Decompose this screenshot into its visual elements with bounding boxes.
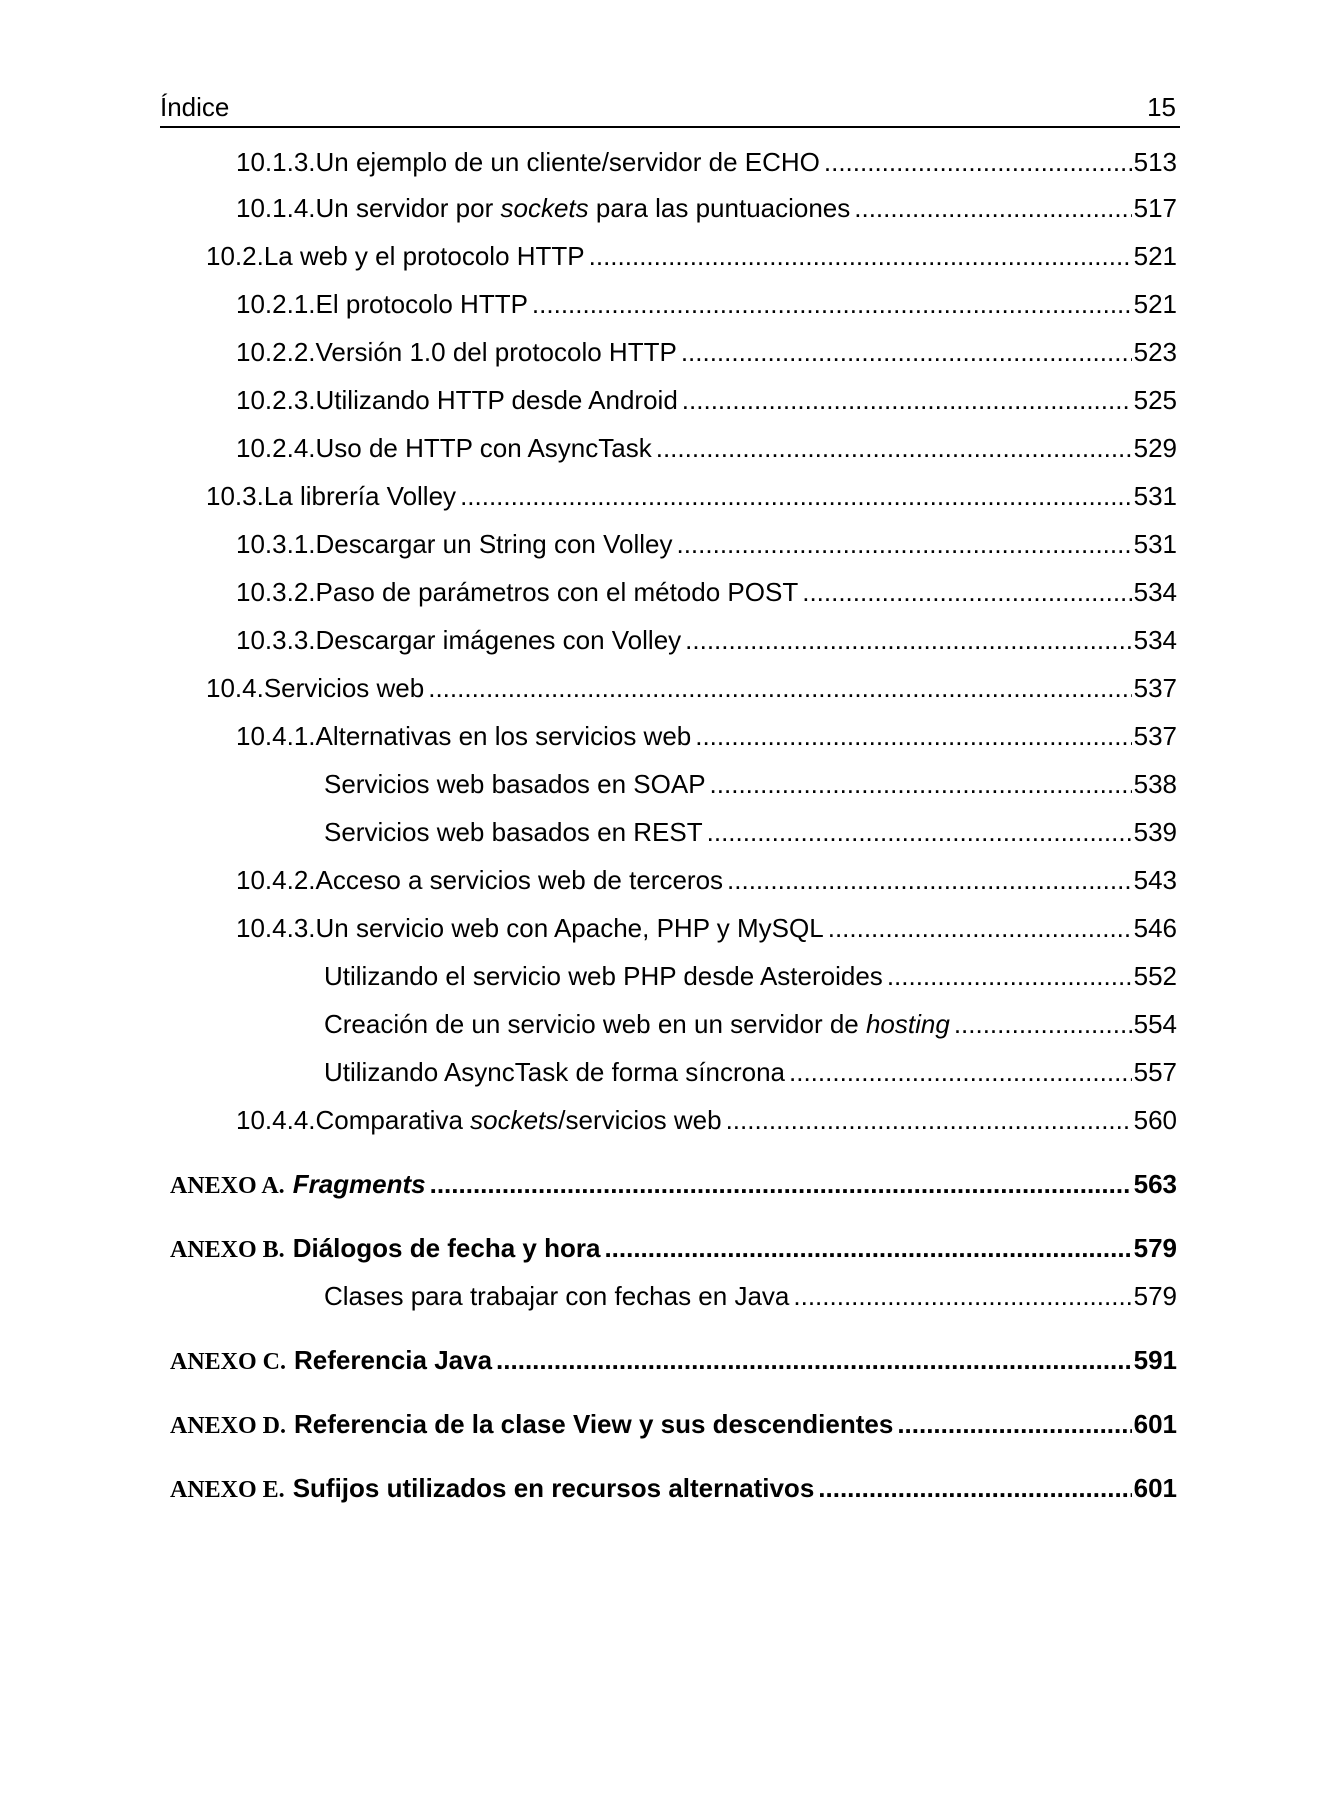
toc-entry-page: 529 (1133, 433, 1177, 463)
toc-entry[interactable] (236, 528, 1177, 560)
toc-entry-number: 10.4.3. (236, 913, 316, 943)
toc-entry-number: 10.1.4. (236, 193, 316, 223)
dot-leader (707, 816, 1132, 848)
toc-entry[interactable] (236, 192, 1177, 224)
dot-leader (887, 960, 1132, 992)
dot-leader (727, 864, 1132, 896)
toc-entry-label: Clases para trabajar con fechas en Java (324, 1281, 790, 1311)
dot-leader (681, 336, 1132, 368)
toc-entry[interactable] (324, 768, 1177, 800)
toc-entry-page: 552 (1133, 961, 1177, 991)
toc-entry-page: 560 (1133, 1105, 1177, 1135)
annex-prefix: ANEXO D. (170, 1413, 287, 1439)
toc-entry-page: 538 (1133, 769, 1177, 799)
dot-leader (532, 288, 1132, 320)
dot-leader (656, 432, 1132, 464)
toc-entry-page: 531 (1133, 529, 1177, 559)
dot-leader (460, 480, 1132, 512)
toc-entry-number: 10.2.4. (236, 433, 316, 463)
toc-entry[interactable] (324, 1008, 1177, 1040)
toc-entry[interactable] (236, 624, 1177, 656)
dot-leader (793, 1280, 1131, 1312)
dot-leader (676, 528, 1131, 560)
toc-entry-label: Creación de un servicio web en un servidor de hosting (324, 1009, 950, 1039)
toc-entry-page: 539 (1133, 817, 1177, 847)
header-page-number: 15 (1147, 92, 1176, 122)
toc-entry-page: 543 (1133, 865, 1177, 895)
dot-leader (818, 1472, 1131, 1504)
toc-entry[interactable] (236, 146, 1177, 178)
dot-leader (589, 240, 1132, 272)
toc-entry[interactable] (236, 432, 1177, 464)
toc-entry-label: Acceso a servicios web de terceros (315, 865, 724, 895)
toc-entry-page: 554 (1133, 1009, 1177, 1039)
toc-entry[interactable] (206, 240, 1177, 272)
toc-entry-number: 10.2.1. (236, 289, 316, 319)
toc-entry-number: 10.2.3. (236, 385, 316, 415)
toc-entry-page: 591 (1133, 1345, 1177, 1375)
toc-entry[interactable] (236, 720, 1177, 752)
toc-entry-page: 531 (1133, 481, 1177, 511)
dot-leader (726, 1104, 1132, 1136)
toc-entry-label: Descargar imágenes con Volley (315, 625, 682, 655)
toc-entry-label: Un servidor por sockets para las puntuaciones (315, 193, 851, 223)
toc-entry-number: 10.4.1. (236, 721, 316, 751)
toc-entry-label: La librería Volley (263, 481, 457, 511)
toc-entry-number: 10.3. (206, 481, 264, 511)
toc-entry-page: 546 (1133, 913, 1177, 943)
toc-entry-label: Utilizando AsyncTask de forma síncrona (324, 1057, 785, 1087)
toc-entry[interactable] (324, 816, 1177, 848)
toc-entry-page: 537 (1133, 673, 1177, 703)
dot-leader (828, 912, 1132, 944)
toc-entry-number: 10.4. (206, 673, 264, 703)
dot-leader (854, 192, 1131, 224)
toc-entry-label: Diálogos de fecha y hora (292, 1233, 601, 1263)
toc-annex-e[interactable] (170, 1472, 1177, 1506)
dot-leader (897, 1408, 1131, 1440)
toc-entry-label: Servicios web basados en REST (324, 817, 703, 847)
toc-entry-page: 521 (1133, 289, 1177, 319)
dot-leader (789, 1056, 1132, 1088)
toc-entry-label: Versión 1.0 del protocolo HTTP (315, 337, 677, 367)
toc-entry-label: Un ejemplo de un cliente/servidor de ECHO (315, 147, 820, 177)
toc-entry-label: Comparativa sockets/servicios web (315, 1105, 722, 1135)
dot-leader (685, 624, 1131, 656)
toc-entry-number: 10.4.2. (236, 865, 316, 895)
toc-entry[interactable] (236, 912, 1177, 944)
toc-annex-b[interactable] (170, 1232, 1177, 1266)
toc-annex-a[interactable] (170, 1168, 1177, 1202)
toc-entry[interactable] (324, 1056, 1177, 1088)
toc-entry-page: 523 (1133, 337, 1177, 367)
toc-entry-number: 10.3.3. (236, 625, 316, 655)
toc-entry-label: Servicios web basados en SOAP (324, 769, 706, 799)
annex-prefix: ANEXO C. (170, 1349, 287, 1375)
toc-entry-page: 534 (1133, 577, 1177, 607)
toc-entry[interactable] (324, 1280, 1177, 1312)
toc-entry-page: 537 (1133, 721, 1177, 751)
toc-entry-label: Descargar un String con Volley (315, 529, 673, 559)
dot-leader (824, 146, 1132, 178)
dot-leader (496, 1344, 1132, 1376)
toc-entry[interactable] (236, 384, 1177, 416)
toc-entry-label: Paso de parámetros con el método POST (315, 577, 799, 607)
toc-entry[interactable] (236, 1104, 1177, 1136)
toc-entry[interactable] (206, 672, 1177, 704)
toc-entry[interactable] (236, 576, 1177, 608)
toc-entry-page: 601 (1133, 1473, 1177, 1503)
toc-entry-number: 10.2. (206, 241, 264, 271)
dot-leader (710, 768, 1132, 800)
toc-entry-page: 601 (1133, 1409, 1177, 1439)
toc-entry-page: 513 (1133, 147, 1177, 177)
dot-leader (430, 1168, 1132, 1200)
toc-entry-page: 563 (1133, 1169, 1177, 1199)
toc-entry[interactable] (236, 864, 1177, 896)
toc-entry-label: Referencia Java (294, 1345, 493, 1375)
toc-entry-label: Referencia de la clase View y sus descendientes (294, 1409, 894, 1439)
toc-entry[interactable] (236, 288, 1177, 320)
toc-entry[interactable] (324, 960, 1177, 992)
toc-entry-number: 10.3.2. (236, 577, 316, 607)
dot-leader (682, 384, 1132, 416)
toc-annex-c[interactable] (170, 1344, 1177, 1378)
toc-entry-label: Sufijos utilizados en recursos alternativos (292, 1473, 815, 1503)
header-title: Índice (160, 92, 230, 122)
dot-leader (802, 576, 1131, 608)
toc-entry[interactable] (206, 480, 1177, 512)
dot-leader (428, 672, 1131, 704)
toc-entry-number: 10.4.4. (236, 1105, 316, 1135)
toc-entry-label: Alternativas en los servicios web (315, 721, 692, 751)
toc-entry-label: Utilizando HTTP desde Android (315, 385, 678, 415)
toc-entry-page: 579 (1133, 1233, 1177, 1263)
dot-leader (604, 1232, 1131, 1264)
toc-entry-page: 521 (1133, 241, 1177, 271)
toc-entry-label: Fragments (292, 1169, 426, 1199)
dot-leader (695, 720, 1131, 752)
toc-entry-page: 525 (1133, 385, 1177, 415)
toc-entry-label: Utilizando el servicio web PHP desde Asteroides (324, 961, 883, 991)
toc-entry-label: Uso de HTTP con AsyncTask (315, 433, 652, 463)
toc-entry-page: 579 (1133, 1281, 1177, 1311)
annex-prefix: ANEXO E. (170, 1477, 285, 1503)
toc-entry-number: 10.3.1. (236, 529, 316, 559)
toc-annex-d[interactable] (170, 1408, 1177, 1442)
toc-entry-page: 534 (1133, 625, 1177, 655)
toc-entry-label: La web y el protocolo HTTP (263, 241, 585, 271)
toc-entry-label: Un servicio web con Apache, PHP y MySQL (315, 913, 824, 943)
toc-entry[interactable] (236, 336, 1177, 368)
dot-leader (954, 1008, 1132, 1040)
toc-entry-label: El protocolo HTTP (315, 289, 528, 319)
annex-prefix: ANEXO A. (170, 1173, 285, 1199)
toc-entry-page: 517 (1133, 193, 1177, 223)
toc-entry-label: Servicios web (263, 673, 425, 703)
toc-entry-page: 557 (1133, 1057, 1177, 1087)
toc-entry-number: 10.2.2. (236, 337, 316, 367)
toc-entry-number: 10.1.3. (236, 147, 316, 177)
annex-prefix: ANEXO B. (170, 1237, 285, 1263)
